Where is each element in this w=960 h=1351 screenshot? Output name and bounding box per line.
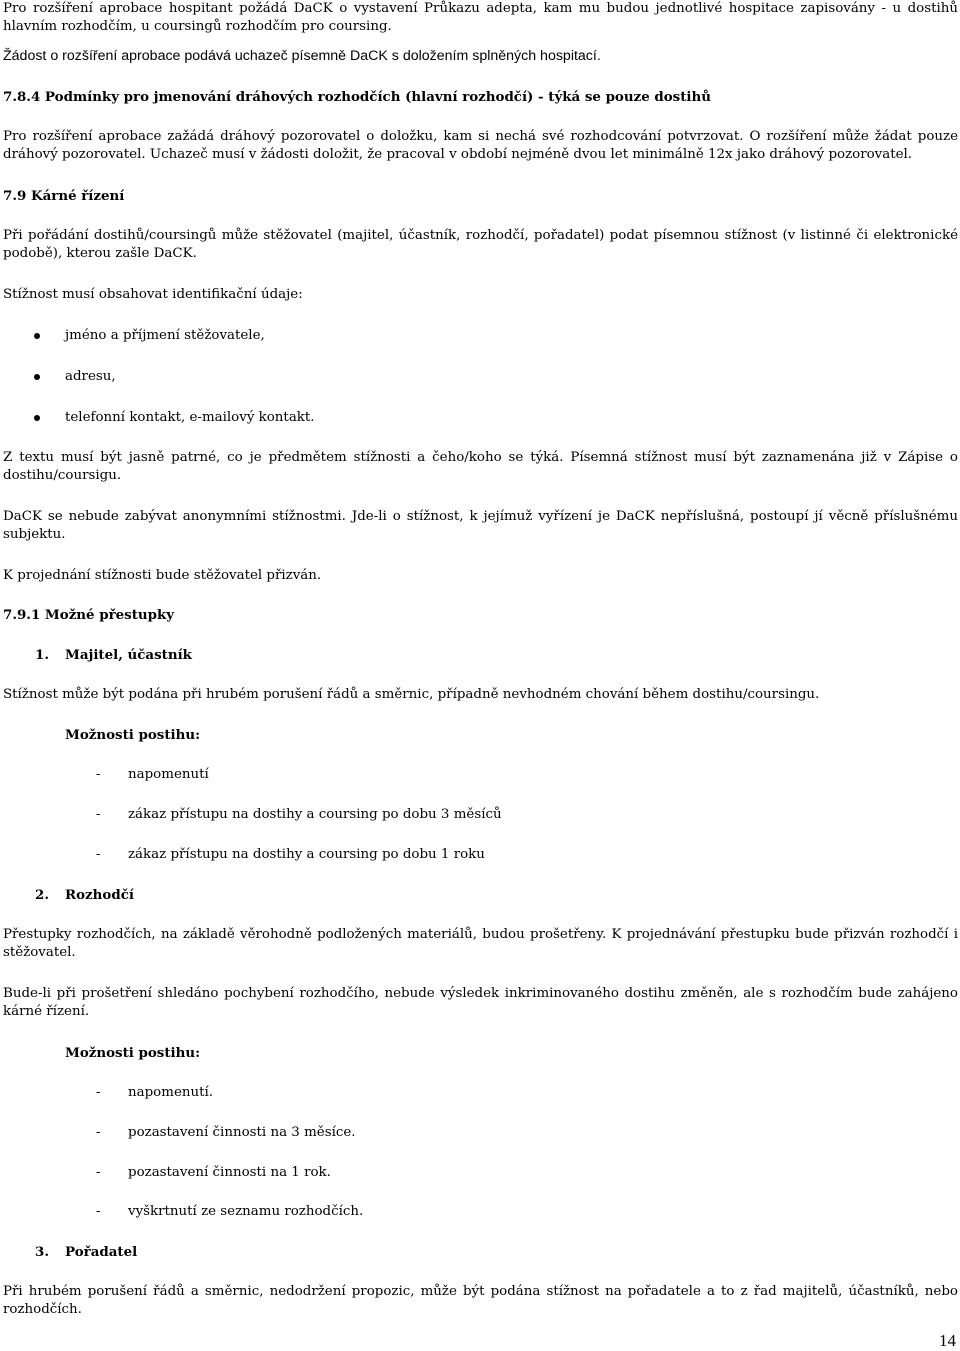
- bullet-icon: [34, 415, 40, 421]
- bullet-icon: [34, 374, 40, 380]
- bullet-icon: [34, 333, 40, 339]
- options-label: Možnosti postihu:: [65, 727, 201, 743]
- paragraph-complaint: Při pořádání dostihů/coursingů může stěžovatel (majitel, účastník, rozhodčí, pořadatel) podat písemnou stížnost (v listinné či elektronické podobě), kterou zašle DaCK.: [3, 228, 958, 261]
- list-item: pozastavení činnosti na 3 měsíce.: [128, 1125, 356, 1140]
- dash: -: [96, 847, 101, 862]
- section-number: 3.: [35, 1244, 49, 1260]
- paragraph-anonymous: DaCK se nebude zabývat anonymními stížnostmi. Jde-li o stížnost, k jejímuž vyřízení je DaCK nepříslušná, postoupí jí věcně příslušnému subjektu.: [3, 509, 958, 542]
- section-text: Stížnost může být podána při hrubém porušení řádů a směrnic, případně nevhodném chování během dostihu/coursingu.: [3, 687, 820, 702]
- paragraph-clarity: Z textu musí být jasně patrné, co je předmětem stížnosti a čeho/koho se týká. Písemná stížnost musí být zaznamenána již v Zápise o dostihu/coursigu.: [3, 450, 958, 483]
- list-item: adresu,: [65, 369, 116, 384]
- page-number: 14: [939, 1331, 956, 1350]
- paragraph-application: Žádost o rozšíření aprobace podává uchazeč písemně DaCK s doložením splněných hospitací.: [3, 48, 601, 64]
- heading-7-8-4: 7.8.4 Podmínky pro jmenování dráhových rozhodčích (hlavní rozhodčí) - týká se pouze dostihů: [3, 89, 711, 105]
- options-label: Možnosti postihu:: [65, 1045, 201, 1061]
- section-title: Rozhodčí: [65, 887, 134, 903]
- section-text: Přestupky rozhodčích, na základě věrohodně podložených materiálů, budou prošetřeny. K projednávání přestupku bude přizván rozhodčí i stěžovatel.: [3, 927, 958, 960]
- section-text: Bude-li při prošetření shledáno pochybení rozhodčího, nebude výsledek inkriminovaného dostihu změněn, ale s rozhodčím bude zahájeno kárné řízení.: [3, 986, 958, 1019]
- dash: -: [96, 1204, 101, 1219]
- paragraph-identification: Stížnost musí obsahovat identifikační údaje:: [3, 287, 303, 302]
- list-item: jméno a příjmení stěžovatele,: [65, 328, 265, 343]
- list-item: zákaz přístupu na dostihy a coursing po dobu 1 roku: [128, 847, 485, 862]
- paragraph-invited: K projednání stížnosti bude stěžovatel přizván.: [3, 568, 322, 583]
- paragraph-7-8-4: Pro rozšíření aprobace zažádá dráhový pozorovatel o doložku, kam si nechá své rozhodcování potvrzovat. O rozšíření může žádat pouze dráhový pozorovatel. Uchazeč musí v žádosti doložit, že pracoval v období nejméně dvou let minimálně 12x jako dráhový pozorovatel.: [3, 129, 958, 162]
- heading-7-9-1: 7.9.1 Možné přestupky: [3, 607, 175, 623]
- section-text: Při hrubém porušení řádů a směrnic, nedodržení propozic, může být podána stížnost na pořadatele a to z řad majitelů, účastníků, nebo rozhodčích.: [3, 1284, 958, 1317]
- list-item: pozastavení činnosti na 1 rok.: [128, 1165, 331, 1180]
- heading-7-9: 7.9 Kárné řízení: [3, 188, 125, 204]
- paragraph-intro: Pro rozšíření aprobace hospitant požádá DaCK o vystavení Průkazu adepta, kam mu budou jednotlivé hospitace zapisovány - u dostihů hlavním rozhodčím, u coursingů rozhodčím pro coursing.: [3, 1, 958, 34]
- dash: -: [96, 1085, 101, 1100]
- section-title: Majitel, účastník: [65, 647, 192, 663]
- dash: -: [96, 1125, 101, 1140]
- section-number: 2.: [35, 887, 49, 903]
- dash: -: [96, 807, 101, 822]
- dash: -: [96, 1165, 101, 1180]
- list-item: vyškrtnutí ze seznamu rozhodčích.: [128, 1204, 364, 1219]
- section-number: 1.: [35, 647, 49, 663]
- list-item: napomenutí: [128, 767, 209, 782]
- list-item: zákaz přístupu na dostihy a coursing po dobu 3 měsíců: [128, 807, 502, 822]
- list-item: napomenutí.: [128, 1085, 214, 1100]
- dash: -: [96, 767, 101, 782]
- list-item: telefonní kontakt, e-mailový kontakt.: [65, 410, 315, 425]
- section-title: Pořadatel: [65, 1244, 138, 1260]
